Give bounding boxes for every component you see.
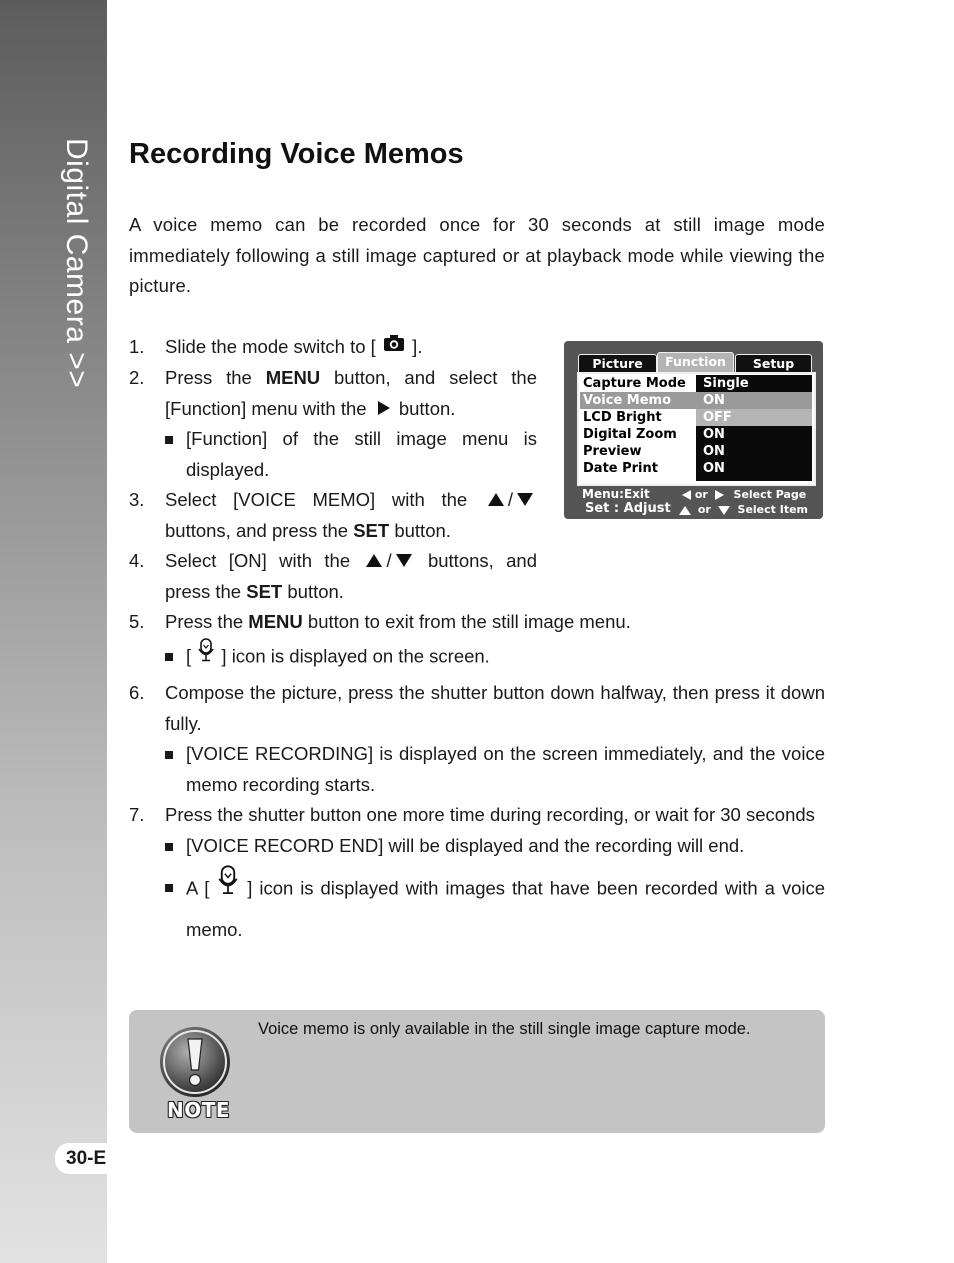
step-text: Select [VOICE MEMO] with the [165,489,484,511]
intro-paragraph: A voice memo can be recorded once for 30 seconds at still image mode immediately following a still image captured or at playback mode while viewing the picture. [129,214,825,296]
up-arrow-icon [488,493,504,506]
voice-memo-icon [198,638,214,672]
step-text: ]. [412,336,423,357]
menu-row-value-selected: ON [696,392,812,409]
step-text: Select [ON] with the [165,550,363,572]
step-number: 5. [129,611,145,633]
set-adjust-hint: Set : Adjust [585,501,671,516]
menu-row-value: Single [703,376,749,391]
sub-text: ] icon is displayed with images that have been recorded with a voice memo. [186,877,826,941]
up-arrow-icon [366,554,382,567]
menu-row-label-selected: Voice Memo [580,392,696,409]
step-3 [129,485,537,546]
sub-text: [VOICE RECORD END] will be displayed and the recording will end. [186,834,745,856]
step-number: 7. [129,804,145,826]
menu-row-label: LCD Bright [583,410,662,425]
step-text: Press the [165,367,266,389]
or-text: or [694,488,708,501]
menu-row-value: ON [703,444,725,459]
camera-icon [383,331,405,362]
menu-row-label: Digital Zoom [583,427,677,442]
up-arrow-icon [679,506,691,515]
left-arrow-icon [682,490,691,500]
menu-key-label: MENU [248,611,303,633]
right-arrow-icon [378,401,390,415]
step-6-note [129,739,825,800]
menu-values [696,375,812,481]
menu-row-label: Capture Mode [583,376,686,391]
step-text: button. [389,519,451,541]
tab-function: Function [657,352,734,372]
down-arrow-icon [517,493,533,506]
step-number: 4. [129,550,145,572]
menu-row-value: ON [703,461,725,476]
step-text: button. [393,397,456,419]
step-number: 1. [129,336,145,357]
step-number: 2. [129,367,145,389]
step-4 [129,546,537,607]
step-text: button. [282,580,344,602]
menu-labels [580,375,696,477]
set-key-label: SET [246,580,283,602]
step-number: 3. [129,489,145,511]
set-key-label: SET [353,519,390,541]
step-text: buttons, and press the [165,519,354,541]
step-5 [129,607,825,638]
bullet-square-icon [165,843,173,851]
section-title-vertical: Digital Camera >> [60,138,93,389]
bullet-square-icon [165,751,173,759]
step-text: button, and select the [Function] menu with the [165,367,537,419]
down-arrow-icon [396,554,412,567]
menu-row-value: OFF [696,409,812,426]
step-text: Press the shutter button one more time during recording, or wait for 30 seconds [165,804,815,826]
voice-memo-icon [218,865,238,908]
menu-row-label: Preview [583,444,642,459]
step-text: Press the [165,611,249,633]
step-text: button to exit from the still image menu. [302,611,631,633]
menu-exit-hint: Menu:Exit [582,487,650,501]
sub-text: ] icon is displayed on the screen. [221,645,490,667]
menu-row-value: ON [703,427,725,442]
step-7 [129,800,825,831]
bullet-square-icon [165,653,173,661]
select-page-text: Select Page [733,488,807,501]
bullet-square-icon [165,436,173,444]
page-nav-hint [682,488,806,501]
sub-text: [Function] of the still image menu is displayed. [186,428,537,480]
menu-key-label: MENU [265,367,321,389]
slash: / [386,550,392,572]
page-number: 30-E [55,1143,111,1174]
tab-setup: Setup [735,354,812,373]
exclamation-icon [159,1026,231,1103]
sub-text: [ [186,645,192,667]
select-item-text: Select Item [737,503,809,516]
step-text: buttons, and press the [165,550,537,602]
step-2-note [129,424,537,485]
step-7-note-1 [129,831,825,862]
step-text: Compose the picture, press the shutter button down halfway, then press it down fully. [165,682,825,734]
down-arrow-icon [718,506,730,515]
tab-picture: Picture [578,354,657,373]
right-arrow-icon [715,490,724,500]
step-7-note-2 [129,868,825,949]
note-label: NOTE [167,1098,231,1122]
step-6 [129,678,825,739]
step-5-note [129,641,825,675]
slash: / [507,489,513,511]
sub-text: [VOICE RECORDING] is displayed on the screen immediately, and the voice memo recording starts. [186,743,825,795]
or-text: or [697,503,711,516]
note-text: Voice memo is only available in the still single image capture mode. [258,1020,751,1038]
note-box [129,1010,825,1133]
menu-row-label: Date Print [583,461,658,476]
lcd-menu-screenshot [564,341,823,519]
page-title: Recording Voice Memos [129,138,464,170]
bullet-square-icon [165,884,173,892]
sub-text: A [ [186,877,210,899]
step-text: Slide the mode switch to [ [165,336,376,357]
lcd-menu-panel [577,372,816,486]
step-2 [129,363,537,424]
step-number: 6. [129,682,145,704]
item-nav-hint [679,503,808,516]
